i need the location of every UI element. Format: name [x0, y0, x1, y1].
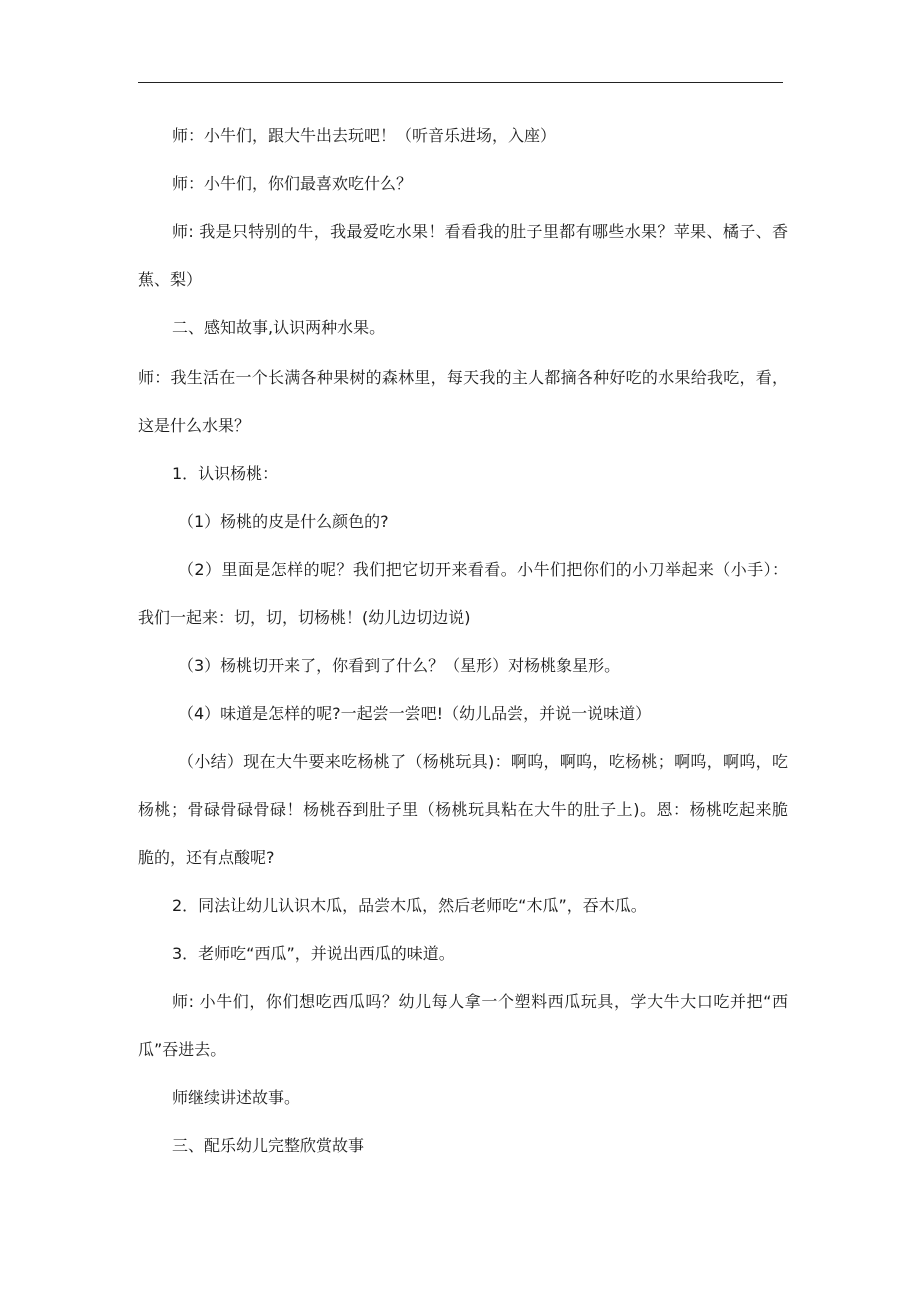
paragraph-line: 瓜”吞进去。 [138, 1040, 227, 1059]
section-heading: 二、感知故事,认识两种水果。 [172, 318, 386, 337]
paragraph-line: 我们一起来：切，切，切杨桃！(幼儿边切边说) [138, 608, 471, 627]
list-item: （2）里面是怎样的呢？我们把它切开来看看。小牛们把你们的小刀举起来（小手）： [178, 560, 788, 579]
list-item: （1）杨桃的皮是什么颜色的? [178, 512, 389, 531]
list-item-heading: 2．同法让幼儿认识木瓜，品尝木瓜，然后老师吃“木瓜”，吞木瓜。 [172, 896, 647, 915]
list-item-heading: 1．认识杨桃： [172, 464, 279, 483]
paragraph-line: 师继续讲述故事。 [172, 1088, 301, 1107]
paragraph-line: 师：小牛们，你们最喜欢吃什么？ [172, 174, 413, 193]
paragraph-line: 师：我生活在一个长满各种果树的森林里，每天我的主人都摘各种好吃的水果给我吃，看， [138, 368, 788, 387]
header-rule [138, 82, 783, 83]
paragraph-line: 这是什么水果？ [138, 416, 251, 435]
paragraph-line: 蕉、梨） [138, 270, 203, 289]
list-item-heading: 3．老师吃“西瓜”，并说出西瓜的味道。 [172, 944, 455, 963]
paragraph-line: 杨桃；骨碌骨碌骨碌！杨桃吞到肚子里（杨桃玩具粘在大牛的肚子上)。恩：杨桃吃起来脆 [138, 800, 788, 819]
paragraph-line: 师: 我是只特别的牛，我最爱吃水果！看看我的肚子里都有哪些水果？苹果、橘子、香 [172, 222, 788, 241]
list-item: （4）味道是怎样的呢?一起尝一尝吧!（幼儿品尝，并说一说味道） [178, 704, 652, 723]
paragraph-line: 师：小牛们，跟大牛出去玩吧！（听音乐进场，入座） [172, 126, 557, 145]
section-heading: 三、配乐幼儿完整欣赏故事 [172, 1136, 365, 1155]
list-item: （3）杨桃切开来了，你看到了什么？（星形）对杨桃象星形。 [178, 656, 621, 675]
paragraph-line: 脆的，还有点酸呢? [138, 848, 275, 867]
paragraph-line: 师: 小牛们，你们想吃西瓜吗？幼儿每人拿一个塑料西瓜玩具，学大牛大口吃并把“西 [172, 992, 788, 1011]
summary-paragraph: （小结）现在大牛要来吃杨桃了（杨桃玩具)：啊呜，啊呜，吃杨桃；啊呜，啊呜，吃 [178, 752, 788, 771]
